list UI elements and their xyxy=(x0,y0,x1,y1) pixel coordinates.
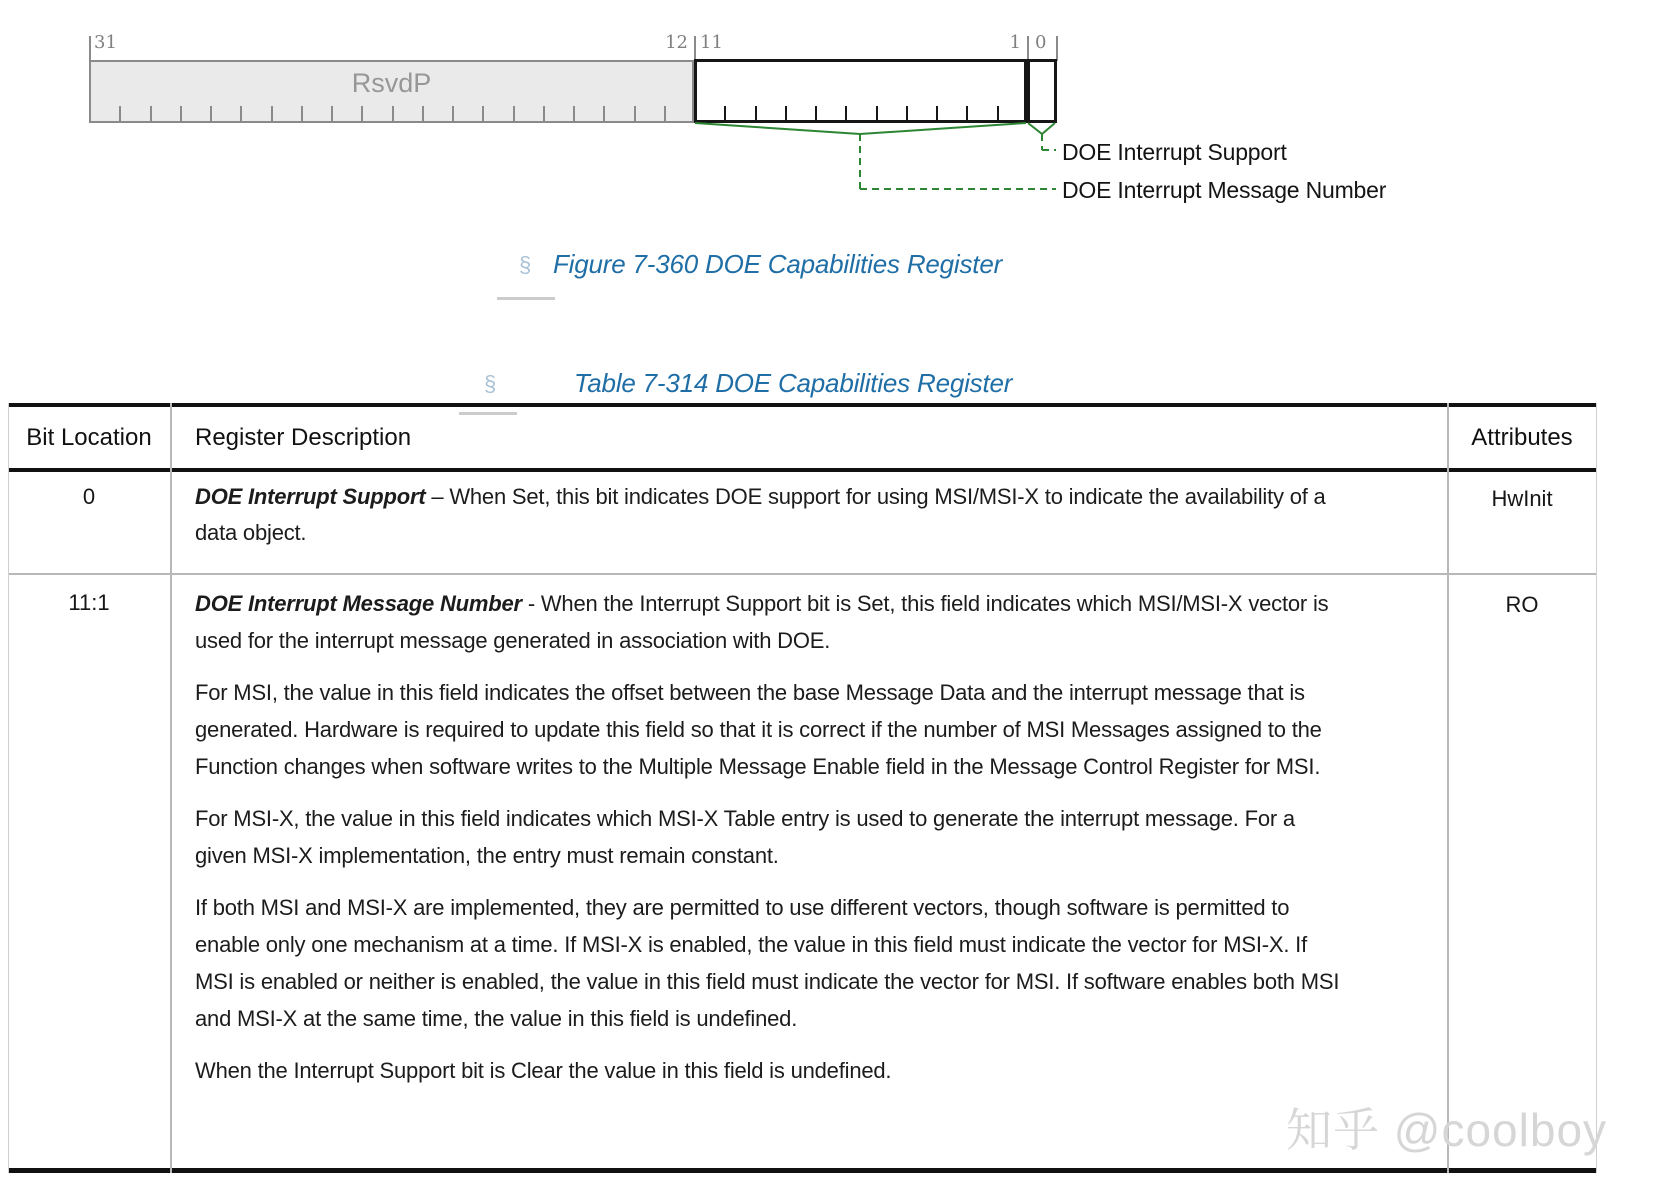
bit-tick xyxy=(482,106,484,121)
bit-tick xyxy=(301,106,303,121)
bit-tick xyxy=(361,106,363,121)
description-paragraph: For MSI, the value in this field indicates the offset between the base Message Data and the interrupt message that is generated. Hardware is required to update this field so that it is correct if the number of MSI Messages assigned to the Function changes when software writes to the Multiple Message Enable field in the Message Control Register for MSI. xyxy=(195,680,1322,779)
bit-tick xyxy=(603,106,605,121)
description-paragraph: When the Interrupt Support bit is Clear the value in this field is undefined. xyxy=(195,1058,892,1083)
bit-boundary-tick xyxy=(89,36,91,61)
table-row-separator xyxy=(8,573,1597,575)
callout-interrupt-support: DOE Interrupt Support xyxy=(1062,139,1287,165)
column-separator xyxy=(1447,403,1449,1173)
register-description-cell xyxy=(195,479,1345,566)
bit-tick xyxy=(724,106,726,121)
bit-label-0: 0 xyxy=(1035,32,1047,53)
bit-tick xyxy=(936,106,938,121)
description-paragraph: If both MSI and MSI-X are implemented, they are permitted to use different vectors, though software is permitted to enable only one mechanism at a time. If MSI-X is enabled, the value in this field must indicate the vector for MSI-X. If MSI is enabled or neither is enabled, the value in this field must indicate the vector for MSI. If software enables both MSI and MSI-X at the same time, the value in this field is undefined. xyxy=(195,895,1340,1031)
description-paragraph xyxy=(195,479,1345,551)
field-description: - When the Interrupt Support bit is Set, this field indicates which MSI/MSI-X vector is used for the interrupt message generated in association with DOE. xyxy=(195,591,1329,653)
header-attributes: Attributes xyxy=(1471,424,1573,451)
bit-tick xyxy=(876,106,878,121)
bit-tick xyxy=(997,106,999,121)
bit-tick xyxy=(180,106,182,121)
bit-label-11: 11 xyxy=(700,32,723,53)
bit-tick xyxy=(573,106,575,121)
bit-tick xyxy=(271,106,273,121)
bit-tick xyxy=(452,106,454,121)
doe-capabilities-table xyxy=(8,403,1597,1173)
bit-tick xyxy=(210,106,212,121)
table-left-edge xyxy=(8,403,9,1173)
bit-tick xyxy=(422,106,424,121)
bit-location-value: 11:1 xyxy=(68,590,110,615)
column-separator xyxy=(170,403,172,1173)
table-anchor-link[interactable]: § xyxy=(484,371,497,396)
bit-label-31: 31 xyxy=(94,32,117,53)
figure-anchor-underline xyxy=(497,297,555,300)
bit-tick xyxy=(845,106,847,121)
bit-location-value: 0 xyxy=(82,484,96,509)
table-caption: Table 7-314 DOE Capabilities Register xyxy=(574,368,1013,398)
bit-boundary-tick xyxy=(694,36,696,61)
bit-tick xyxy=(240,106,242,121)
interrupt-message-number-field-box xyxy=(694,59,1027,123)
bit-boundary-tick xyxy=(1027,36,1029,61)
header-register-description: Register Description xyxy=(195,424,412,451)
callout-interrupt-message-number: DOE Interrupt Message Number xyxy=(1062,177,1387,203)
bit-label-12: 12 xyxy=(665,32,688,53)
bit-tick xyxy=(785,106,787,121)
header-bit-location: Bit Location xyxy=(26,424,152,451)
figure-anchor-link[interactable]: § xyxy=(519,252,532,277)
interrupt-support-field-box xyxy=(1027,59,1057,123)
bit-tick xyxy=(392,106,394,121)
table-right-edge xyxy=(1596,403,1597,1173)
field-description: – When Set, this bit indicates DOE support for using MSI/MSI-X to indicate the availability of a data object. xyxy=(195,484,1326,545)
attribute-value: HwInit xyxy=(1491,486,1553,511)
bit-tick xyxy=(755,106,757,121)
attribute-value: RO xyxy=(1505,592,1539,617)
bit-label-1: 1 xyxy=(1009,32,1021,53)
field-name: DOE Interrupt Support xyxy=(195,484,426,509)
bit-tick xyxy=(815,106,817,121)
table-bottom-border xyxy=(8,1168,1597,1173)
bit-tick xyxy=(331,106,333,121)
register-description-cell xyxy=(195,585,1345,1104)
bit-tick xyxy=(906,106,908,121)
description-paragraph xyxy=(195,585,1345,659)
bit-tick xyxy=(543,106,545,121)
description-paragraph: For MSI-X, the value in this field indicates which MSI-X Table entry is used to generate the interrupt message. For a given MSI-X implementation, the entry must remain constant. xyxy=(195,806,1295,868)
bit-tick xyxy=(966,106,968,121)
rsvdp-field-label: RsvdP xyxy=(351,68,432,98)
bit-boundary-tick xyxy=(1056,36,1058,61)
bit-tick xyxy=(664,106,666,121)
figure-caption: Figure 7-360 DOE Capabilities Register xyxy=(553,249,1003,279)
bit-tick xyxy=(150,106,152,121)
watermark: 知乎 @coolboy xyxy=(1286,1104,1608,1156)
field-name: DOE Interrupt Message Number xyxy=(195,591,522,616)
bit-tick xyxy=(119,106,121,121)
bit-tick xyxy=(513,106,515,121)
table-header-border xyxy=(8,468,1597,472)
bit-tick xyxy=(634,106,636,121)
